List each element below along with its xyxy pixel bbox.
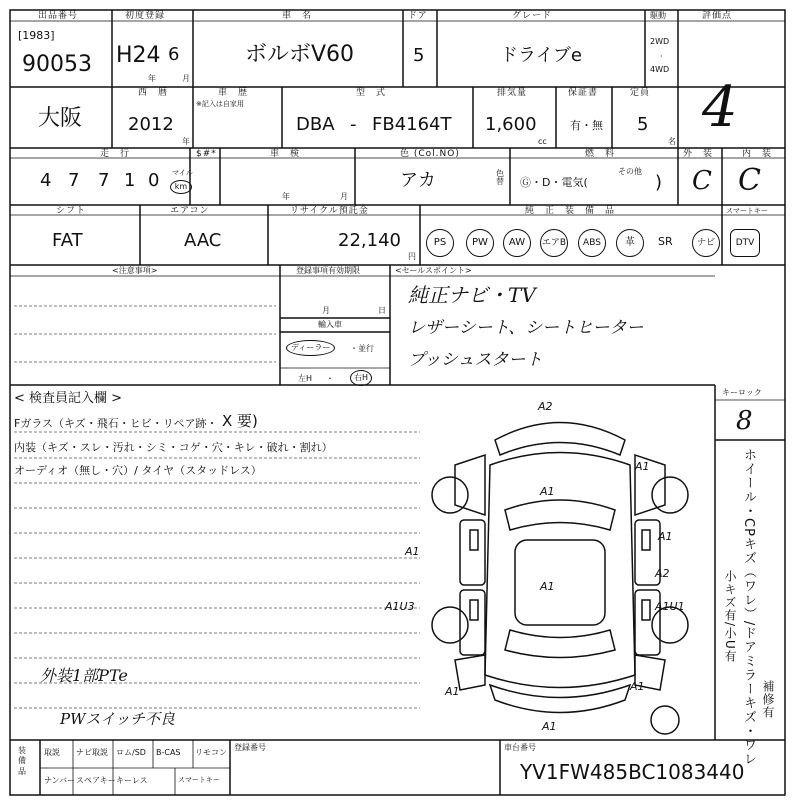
- inspection-label: 車 検: [270, 149, 301, 159]
- cc-unit: cc: [538, 137, 547, 146]
- footer-item-navi-manual: ナビ取説: [76, 748, 108, 757]
- damage-mark-right-rear: A1U1: [655, 600, 685, 613]
- capacity-label: 定員: [630, 88, 651, 98]
- smartkey-label: スマートキー: [726, 207, 768, 215]
- mileage-digit-5: 0: [148, 170, 160, 191]
- footer-item-plate: ナンバー: [44, 776, 76, 785]
- equip-pw: PW: [466, 229, 494, 257]
- recycle-label: リサイクル預託金: [290, 206, 369, 216]
- mileage-digit-3: 7: [98, 170, 110, 191]
- mileage-digit-1: 4: [40, 170, 52, 191]
- inspection-month-unit: 月: [340, 192, 348, 201]
- footer-item-rom: ロム/SD: [116, 748, 146, 757]
- sales-point-2: レザーシート、シートヒーター: [408, 318, 644, 338]
- damage-mark-hood: A1: [540, 485, 555, 498]
- history-label: 車 歴: [218, 88, 249, 98]
- model-label: 型 式: [356, 88, 387, 98]
- drive-2wd: 2WD: [650, 37, 670, 46]
- inspection-year-unit: 年: [282, 192, 290, 201]
- lot-number: 90053: [22, 52, 92, 77]
- interior-label: 内 装: [742, 149, 773, 159]
- grade: ドライブe: [500, 45, 582, 66]
- recycle-amount: 22,140: [338, 230, 401, 251]
- meter-label: $#*: [196, 149, 217, 159]
- era: H24: [116, 43, 161, 68]
- car-name-label: 車 名: [282, 11, 313, 21]
- year-unit: 年: [148, 74, 156, 83]
- equip-aw: AW: [503, 229, 531, 257]
- sales-point-3: プッシュスタート: [408, 350, 543, 370]
- footer-item-manual: 取説: [44, 748, 60, 757]
- first-reg-label: 初度登録: [125, 11, 166, 21]
- handle-sep: ・: [326, 374, 334, 383]
- fuel-options: Ⓖ・D・電気(: [520, 176, 588, 189]
- equip-dtv: DTV: [730, 229, 760, 257]
- score-label: 評価点: [702, 11, 733, 21]
- footer-item-bcas: B-CAS: [156, 748, 181, 757]
- month-unit: 月: [182, 74, 190, 83]
- mileage-digit-4: 1: [124, 170, 136, 191]
- equip-navi: ナビ: [692, 229, 720, 257]
- western-year: 2012: [128, 114, 174, 135]
- capacity-unit: 名: [668, 137, 676, 146]
- ac-label: エアコン: [170, 206, 210, 216]
- displacement: 1,600: [485, 114, 537, 135]
- fuel-other: その他: [618, 167, 642, 176]
- handwritten-note-2: PWスイッチ不良: [60, 710, 175, 728]
- damage-mark-left-rear-door: A1U3: [385, 600, 415, 613]
- warranty-label: 保証書: [568, 88, 599, 98]
- doors-label: ドア: [408, 11, 428, 21]
- inspector-line1: Fガラス（キズ・飛石・ヒビ・リペア跡・: [14, 417, 218, 430]
- right-handle-circled: 右H: [350, 370, 372, 386]
- side-note: ホイール・CPキズ（ワレ）/ドアミラーキズ・ワレ: [741, 448, 756, 767]
- score: 4: [702, 75, 738, 140]
- damage-mark-roof: A1: [540, 580, 555, 593]
- color: アカ: [400, 170, 436, 191]
- keylock-label: キーロック: [722, 388, 762, 397]
- drive-label: 駆動: [650, 11, 666, 20]
- dealer-circled: ディーラー: [286, 340, 335, 356]
- color-change-label: 色替: [496, 169, 504, 186]
- history-note: ※記入は自家用: [196, 100, 244, 108]
- car-damage-diagram: [385, 395, 700, 735]
- car-name: ボルボV60: [245, 42, 355, 67]
- model-dash: -: [350, 114, 357, 135]
- equipment-label: 純 正 装 備 品: [525, 206, 616, 216]
- exterior-grade: C: [692, 166, 712, 196]
- drive-4wd: 4WD: [650, 65, 670, 74]
- damage-mark-front-bumper: A2: [538, 400, 553, 413]
- damage-mark-right-rear-door: A2: [655, 567, 670, 580]
- exterior-label: 外 装: [683, 149, 714, 159]
- sales-point-1: 純正ナビ・TV: [408, 283, 536, 307]
- inspector-line2: 内装（キズ・スレ・汚れ・シミ・コゲ・穴・キレ・破れ・割れ）: [14, 441, 333, 454]
- lot-label: 出品番号: [38, 11, 79, 21]
- equip-abs: ABS: [578, 229, 606, 257]
- inspector-line3: オーディオ（無し・穴）/ タイヤ（スタッドレス）: [14, 464, 262, 477]
- mileage-unit-km: km: [170, 180, 192, 194]
- reg-month-unit: 月: [322, 306, 330, 315]
- damage-mark-rear-bumper: A1: [542, 720, 557, 733]
- capacity: 5: [637, 114, 649, 135]
- vin-label: 車台番号: [504, 743, 536, 752]
- footer-item-keyless: キーレス: [116, 776, 148, 785]
- western-year-unit: 年: [182, 137, 190, 146]
- interior-grade: C: [738, 163, 761, 198]
- inspector-title: < 検査員記入欄 >: [14, 391, 123, 406]
- model-prefix: DBA: [296, 114, 335, 135]
- drive-sep: ·: [660, 52, 663, 61]
- inspector-line1-mark: X 要): [222, 412, 258, 430]
- reg-day-unit: 日: [378, 306, 386, 315]
- damage-mark-right-fender: A1: [635, 460, 650, 473]
- side-note-2: 小キズ有/小U有: [723, 570, 737, 663]
- model-code: FB4164T: [372, 114, 452, 135]
- equip-label: 装備品: [18, 746, 26, 776]
- doors: 5: [413, 45, 425, 66]
- fuel-label: 燃 料: [585, 149, 616, 159]
- displacement-label: 排気量: [497, 88, 528, 98]
- mileage-unit-mile: マイル: [172, 169, 193, 177]
- damage-mark-left-door: A1: [405, 545, 420, 558]
- yen-unit: 円: [408, 252, 416, 261]
- equip-leather: 革: [616, 229, 644, 257]
- damage-mark-left-quarter: A1: [445, 685, 460, 698]
- equip-ps: PS: [426, 229, 454, 257]
- western-year-label: 西 暦: [138, 88, 169, 98]
- caution-label: <注意事項>: [112, 266, 158, 275]
- parallel: ・並行: [350, 344, 374, 353]
- reg-no-label: 登録番号: [234, 743, 266, 752]
- mileage-label: 走 行: [100, 149, 131, 159]
- shift-label: シフト: [56, 206, 87, 216]
- footer-item-remote: リモコン: [195, 748, 227, 757]
- sales-label: <セールスポイント>: [395, 266, 472, 275]
- mileage-digit-2: 7: [68, 170, 80, 191]
- location: 大阪: [38, 106, 83, 131]
- damage-mark-right-door: A1: [658, 530, 673, 543]
- damage-mark-right-quarter: A1: [630, 680, 645, 693]
- shift: FAT: [52, 230, 83, 251]
- grade-label: グレード: [512, 11, 553, 21]
- left-handle: 左H: [298, 374, 313, 383]
- first-reg-month: 6: [168, 44, 180, 65]
- import-label: 輸入車: [318, 320, 342, 329]
- footer-item-smartkey: スマートキー: [178, 776, 220, 784]
- keylock-value: 8: [736, 406, 753, 436]
- equip-airbag: エアB: [540, 229, 568, 257]
- fuel-close-paren: ): [655, 172, 663, 193]
- footer-item-spare-key: スペアキー: [76, 776, 116, 785]
- vin: YV1FW485BC1083440: [520, 760, 745, 784]
- color-label: 色 (Col.NO): [400, 149, 460, 159]
- handwritten-note-1: 外装1部PTe: [40, 666, 128, 685]
- reg-label: 登録事項有効期限: [296, 266, 360, 275]
- equip-sr: SR: [658, 235, 673, 248]
- lot-sub: [1983]: [18, 29, 55, 42]
- ac: AAC: [184, 230, 222, 251]
- warranty: 有・無: [570, 119, 603, 132]
- side-note-3: 補修有: [761, 680, 775, 719]
